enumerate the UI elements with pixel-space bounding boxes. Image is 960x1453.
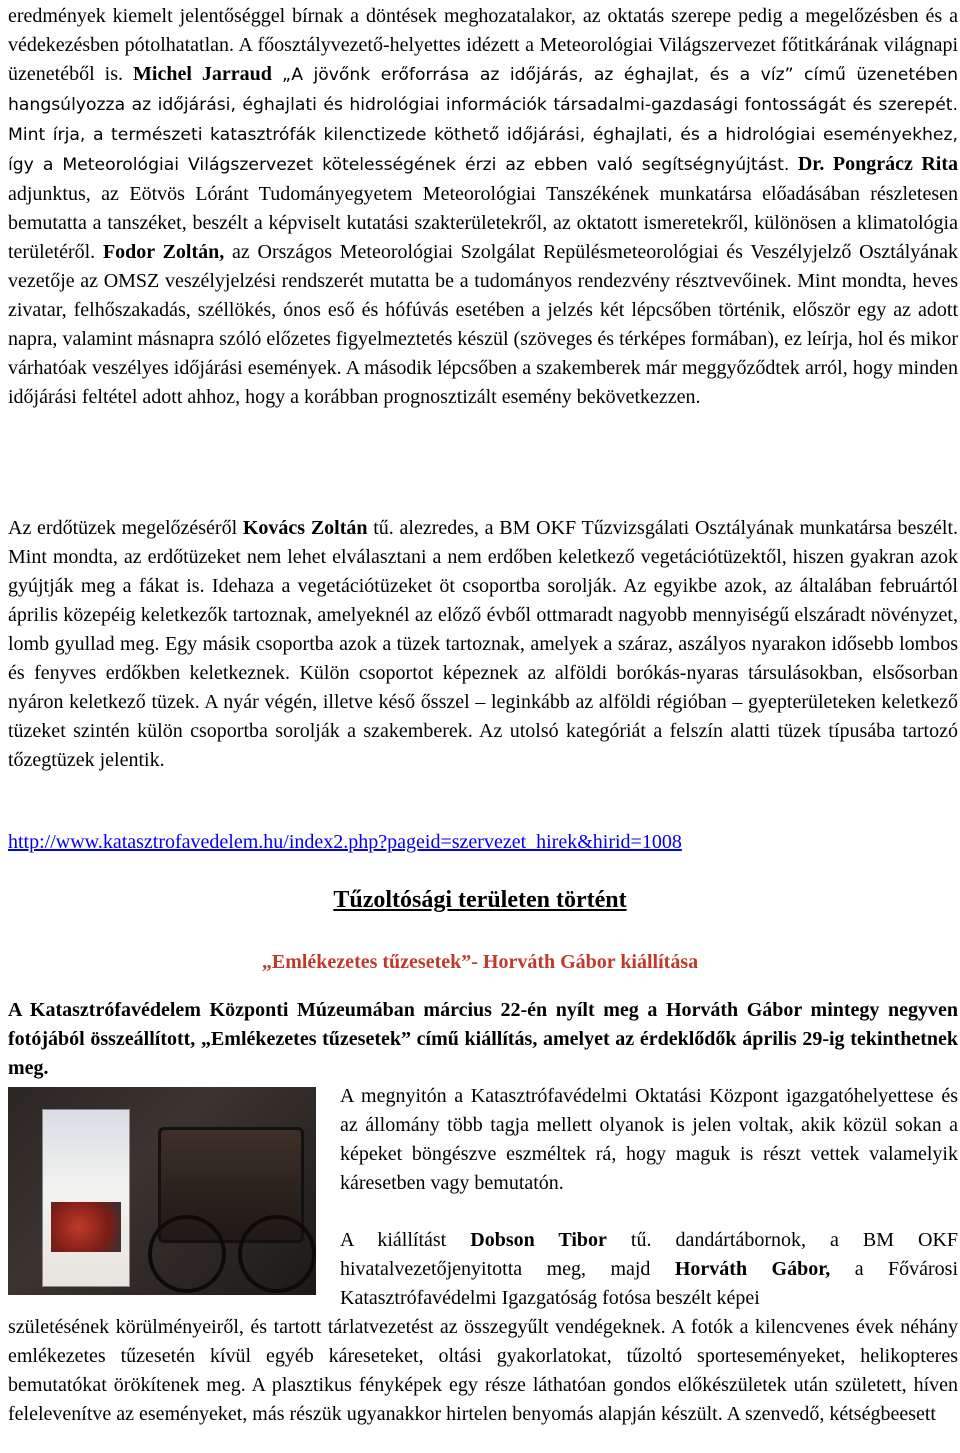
paragraph-text: „A jövőnk erőforrása az időjárás, az éghajlat, és a víz” című üzenetében hangsúlyozza az időjárási, éghajlati és hidrológiai információk társadalmi-gazdasági fontosságát és szerepét. Mint írja, a természeti katasztrófák kilenctizede köthető időjárási, éghajlati, és a hidrológiai eseményekhez, így a Meteorológiai Világszervezet kötelességének érzi az ebben való segítségnyújtást. (8, 65, 959, 175)
paragraph-text: az Országos Meteorológiai Szolgálat Repülésmeteorológiai és Veszélyjelző Osztályának vezetője az OMSZ veszélyjelzési rendszerét mutatta be a tudományos rendezvény résztvevőinek. Mint mondta, heves zivatar, felhőszakadás, széllökés, ónos eső és hófúvás esetében a jelzés két lépcsőben történik, először egy az adott napra, valamint másnapra szóló előzetes figyelmeztetés készül (szöveges és térképes formában), ez leírja, hol és mikor várhatóak veszélyes időjárási események. A második lépcsőben a szakemberek már meggyőződtek arról, hogy minden időjárási feltétel adott ahhoz, hogy a korábban prognosztizált esemény bekövetkezzen. (8, 241, 959, 408)
exhibition-photo (8, 1087, 316, 1295)
person-name: Michel Jarraud (133, 63, 272, 85)
paragraph-text: Az erdőtüzek megelőzéséről (8, 517, 238, 539)
paragraph-exhibition: születésének körülményeiről, és tartott tárlatvezetést az összegyűlt vendégeknek. A fotók a kilencvenes évek néhány emlékezetes tűzesetén kívül egyéb káreseteket, oltási gyakorlatokat, tűzoltó sporteseményeket, helikopteres bemutatókat örökítenek meg. A plasztikus fényképek egy része láthatóan gondos előkészületek után született, híven felelevenítve az eseményeket, más részük ugyanakkor hirtelen benyomás alapján készült. A szenvedő, kétségbeesett (8, 1316, 958, 1425)
paragraph-forest-fires (8, 514, 958, 775)
paragraph-text: a Fővárosi Katasztrófavédelmi Igazgatóság fotósa beszélt képei (340, 1258, 958, 1309)
paragraph-text: eredmények kiemelt jelentőséggel bírnak a döntések meghozatalakor, az oktatás szerepe pedig a megelőzésben és a védekezésben pótolhatatlan. A főosztályvezető-helyettes idézett a Meteorológiai Világszervezet főtitkárának világnapi üzenetéből is. (8, 5, 958, 85)
paragraph-text: tű. dandártábornok, a BM OKF hivatalvezetőjenyitotta meg, majd (340, 1229, 959, 1280)
carriage-wheel (238, 1215, 316, 1293)
person-name: Fodor Zoltán, (102, 241, 225, 263)
paragraph-text: adjunktus, az Eötvös Lóránt Tudományegyetem Meteorológiai Tanszékének munkatársa előadásában részletesen bemutatta a tanszéket, beszélt a képviselt kutatási szakterületekről, az oktatott ismeretekről, különösen a klimatológia területéről. (8, 183, 958, 263)
person-name: Dr. Pongrácz Rita (797, 153, 959, 175)
paragraph-text: A kiállítást (340, 1229, 447, 1251)
source-link[interactable]: http://www.katasztrofavedelem.hu/index2.php?pageid=szervezet_hirek&hirid=1008 (8, 831, 682, 853)
poster-image (51, 1202, 121, 1252)
person-name: Dobson Tibor (470, 1229, 607, 1251)
paragraph-weather (8, 2, 958, 412)
paragraph-text: tű. alezredes, a BM OKF Tűzvizsgálati Osztályának munkatársa beszélt. Mint mondta, az erdőtüzeket nem lehet elválasztani a nem erdőben keletkező vegetációtüzektől, hiszen gyakran azok gyújtják meg a fákat is. Idehaza a vegetációtüzeket öt csoportba sorolják. Az egyikbe azok, az általában februártól április közepéig keletkezők tartoznak, amelyeknél az előző évből ottmaradt nagyobb mennyiségű elszáradt növényzet, lomb gyullad meg. Egy másik csoportba azok a tüzek tartoznak, amelyek a száraz, aszályos nyarakon idősebb lombos és fenyves erdőkben keletkeznek. Külön csoportot képeznek az alföldi borókás-nyaras társulásokban, elsősorban nyáron keletkező tüzek. A nyár végén, illetve késő ősszel – leginkább az alföldi régióban – gyepterületeken keletkező tüzeket szintén külön csoportba sorolják a szakemberek. Az utolsó kategóriát a felszín alatti tüzek típusába tartozó tőzegtüzek jelentik. (8, 517, 959, 771)
person-name: Kovács Zoltán (242, 517, 368, 539)
article-lead: A Katasztrófavédelem Központi Múzeumában március 22-én nyílt meg a Horváth Gábor mintegy negyven fotójából összeállított, „Emlékezetes tűzesetek” című kiállítás, amelyet az érdeklődők április 29-ig tekinthetnek meg. (8, 999, 958, 1079)
carriage-wheel (148, 1215, 226, 1293)
exhibition-poster (42, 1109, 130, 1287)
person-name: Horváth Gábor, (674, 1258, 831, 1280)
side-paragraph-opening: A megnyitón a Katasztrófavédelmi Oktatási Központ igazgatóhelyettese és az állomány több tagja mellett olyanok is jelen voltak, akik közül sokan a képeket böngészve eszméltek rá, hogy maguk is részt vettek valamelyik káresetben vagy bemutatón. (340, 1085, 958, 1194)
article-subtitle: „Emlékezetes tűzesetek”- Horváth Gábor kiállítása (261, 951, 699, 973)
section-heading: Tűzoltósági területen történt (333, 887, 627, 913)
side-paragraph-speakers (340, 1226, 958, 1313)
